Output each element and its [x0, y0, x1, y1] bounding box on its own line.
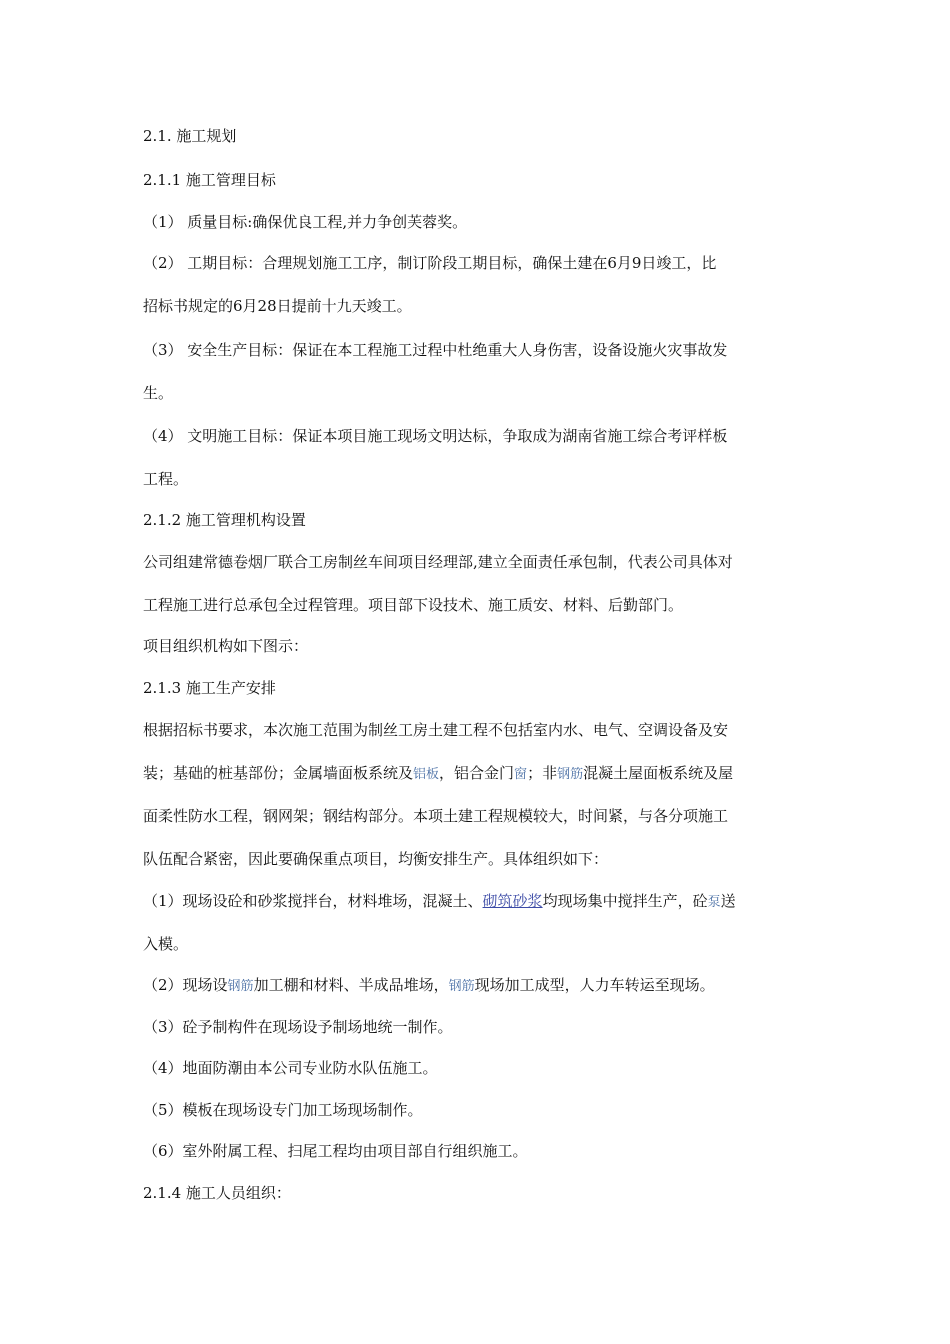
text-run: （2）现场设	[143, 976, 228, 994]
keyword-window: 窗	[514, 767, 528, 782]
goal-schedule-line1: （2） 工期目标：合理规划施工工序，制订阶段工期目标，确保土建在6月9日竣工，比	[143, 254, 717, 272]
text-run: 均现场集中搅拌生产，砼	[542, 892, 708, 910]
goal-schedule-line2: 招标书规定的6月28日提前十九天竣工。	[143, 297, 412, 315]
heading-2-1: 2.1. 施工规划	[143, 127, 237, 145]
org-paragraph-line2: 工程施工进行总承包全过程管理。项目部下设技术、施工质安、材料、后勤部门。	[143, 596, 684, 614]
list-item-1-line2: 入模。	[143, 935, 189, 953]
text-run: 现场加工成型，人力车转运至现场。	[474, 976, 715, 994]
keyword-aluminum-panel: 铝板	[413, 767, 440, 782]
text-run: ，铝合金门	[439, 764, 515, 782]
list-item-1-line1	[143, 891, 736, 913]
text-run: 送	[720, 892, 736, 910]
keyword-pump: 泵	[707, 895, 721, 910]
text-run: 混凝土屋面板系统及屋	[583, 764, 734, 782]
production-paragraph-line4: 队伍配合紧密，因此要确保重点项目，均衡安排生产。具体组织如下：	[143, 850, 609, 868]
goal-safety-line1: （3） 安全生产目标：保证在本工程施工过程中杜绝重大人身伤害，设备设施火灾事故发	[143, 341, 728, 359]
org-chart-intro: 项目组织机构如下图示：	[143, 637, 309, 655]
keyword-rebar: 钢筋	[557, 767, 584, 782]
goal-civilized-line2: 工程。	[143, 470, 189, 488]
list-item-6: （6）室外附属工程、扫尾工程均由项目部自行组织施工。	[143, 1142, 528, 1160]
keyword-rebar: 钢筋	[448, 979, 475, 994]
text-run: 装；基础的桩基部份；金属墙面板系统及	[143, 764, 414, 782]
production-paragraph-line2	[143, 763, 733, 785]
heading-2-1-2: 2.1.2 施工管理机构设置	[143, 511, 306, 529]
heading-2-1-4: 2.1.4 施工人员组织：	[143, 1184, 291, 1202]
heading-2-1-1: 2.1.1 施工管理目标	[143, 171, 276, 189]
list-item-5: （5）模板在现场设专门加工场现场制作。	[143, 1101, 423, 1119]
production-paragraph-line3: 面柔性防水工程，钢网架；钢结构部分。本项土建工程规模较大，时间紧，与各分项施工	[143, 807, 729, 825]
list-item-2	[143, 975, 715, 997]
org-paragraph-line1: 公司组建常德卷烟厂联合工房制丝车间项目经理部,建立全面责任承包制，代表公司具体对	[143, 553, 733, 571]
production-paragraph-line1: 根据招标书要求，本次施工范围为制丝工房土建工程不包括室内水、电气、空调设备及安	[143, 721, 729, 739]
text-run: 加工棚和材料、半成品堆场，	[253, 976, 449, 994]
goal-civilized-line1: （4） 文明施工目标：保证本项目施工现场文明达标，争取成为湖南省施工综合考评样板	[143, 427, 728, 445]
list-item-3: （3）砼予制构件在现场设予制场地统一制作。	[143, 1018, 453, 1036]
text-run: ；非	[527, 764, 558, 782]
heading-2-1-3: 2.1.3 施工生产安排	[143, 679, 276, 697]
goal-safety-line2: 生。	[143, 384, 174, 402]
text-run: （1）现场设砼和砂浆搅拌台，材料堆场，混凝土、	[143, 892, 483, 910]
masonry-mortar-link[interactable]: 砌筑砂浆	[482, 892, 543, 910]
keyword-rebar: 钢筋	[227, 979, 254, 994]
goal-quality: （1） 质量目标:确保优良工程,并力争创芙蓉奖。	[143, 213, 468, 231]
list-item-4: （4）地面防潮由本公司专业防水队伍施工。	[143, 1059, 438, 1077]
